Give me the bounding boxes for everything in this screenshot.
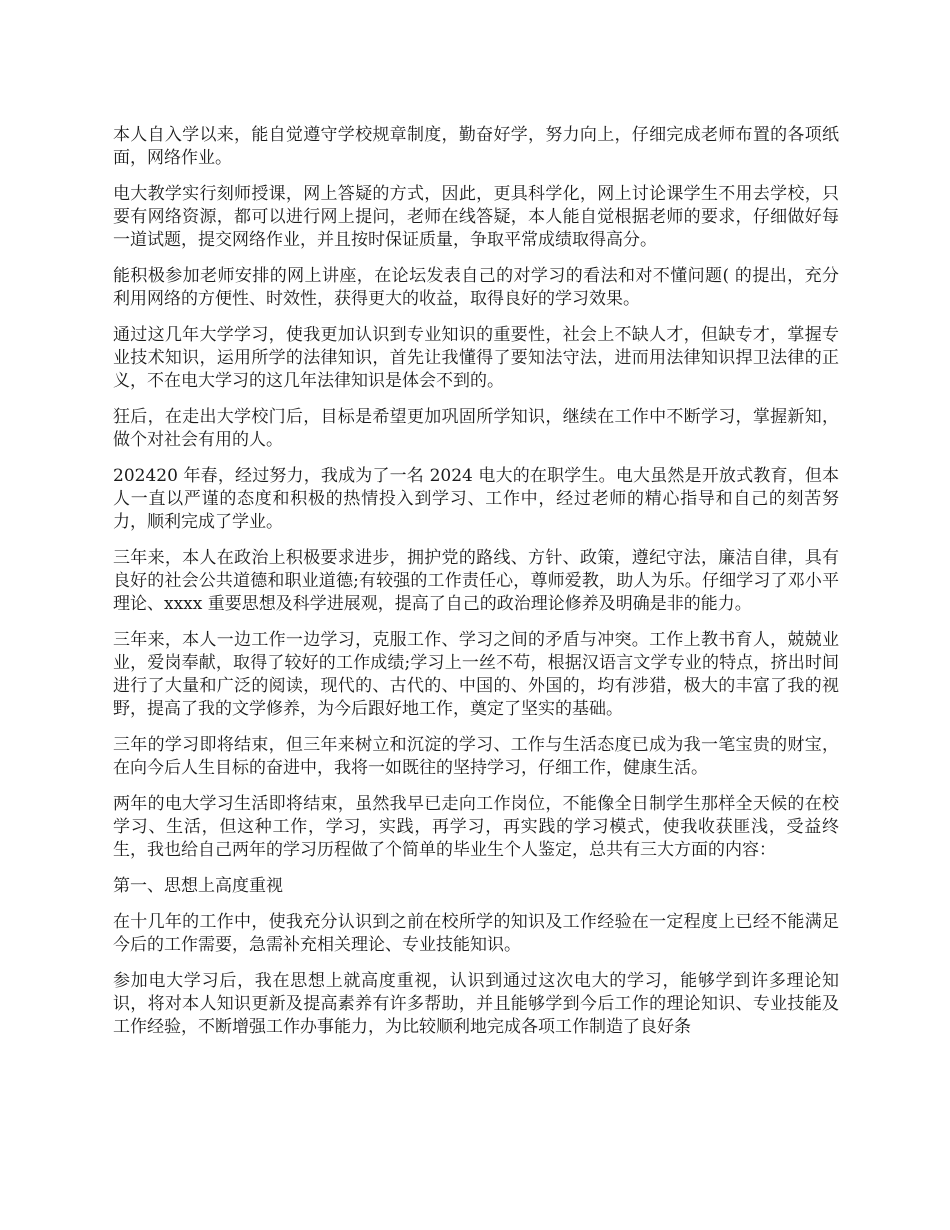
document-body xyxy=(113,124,839,1052)
paragraph-4: 通过这几年大学学习，使我更加认识到专业知识的重要性，社会上不缺人才，但缺专才，掌握专业技术知识，运用所学的法律知识，首先让我懂得了要知法守法，进而用法律知识捍卫法律的正义，不在电大学习的这几年法律知识是体会不到的。 xyxy=(113,325,839,391)
paragraph-10: 两年的电大学习生活即将结束，虽然我早已走向工作岗位，不能像全日制学生那样全天候的在校学习、生活，但这种工作，学习，实践，再学习，再实践的学习模式，使我收获匪浅，受益终生，我也给自己两年的学习历程做了个简单的毕业生个人鉴定，总共有三大方面的内容： xyxy=(113,794,839,860)
paragraph-1: 本人自入学以来，能自觉遵守学校规章制度，勤奋好学，努力向上，仔细完成老师布置的各项纸面，网络作业。 xyxy=(113,125,839,168)
paragraph-3: 能积极参加老师安排的网上讲座，在论坛发表自己的对学习的看法和对不懂问题( 的提出，充分利用网络的方便性、时效性，获得更大的收益，取得良好的学习效果。 xyxy=(113,266,839,309)
paragraph-6: 202420 年春，经过努力，我成为了一名 2024 电大的在职学生。电大虽然是开放式教育，但本人一直以严谨的态度和积极的热情投入到学习、工作中，经过老师的精心指导和自己的刻苦努力，顺利完成了学业。 xyxy=(113,466,839,532)
paragraph-9: 三年的学习即将结束，但三年来树立和沉淀的学习、工作与生活态度已成为我一笔宝贵的财宝，在向今后人生目标的奋进中，我将一如既往的坚持学习，仔细工作，健康生活。 xyxy=(113,735,839,778)
paragraph-8: 三年来，本人一边工作一边学习，克服工作、学习之间的矛盾与冲突。工作上教书育人，兢兢业业，爱岗奉献，取得了较好的工作成绩;学习上一丝不苟，根据汉语言文学专业的特点，挤出时间进行了大量和广泛的阅读，现代的、古代的、中国的、外国的，均有涉猎，极大的丰富了我的视野，提高了我的文学修养，为今后跟好地工作，奠定了坚实的基础。 xyxy=(113,630,839,719)
paragraph-5: 狂后，在走出大学校门后，目标是希望更加巩固所学知识，继续在工作中不断学习，掌握新知，做个对社会有用的人。 xyxy=(113,407,839,450)
paragraph-11: 在十几年的工作中，使我充分认识到之前在校所学的知识及工作经验在一定程度上已经不能满足今后的工作需要，急需补充相关理论、专业技能知识。 xyxy=(113,912,839,955)
paragraph-7: 三年来，本人在政治上积极要求进步，拥护党的路线、方针、政策，遵纪守法，廉洁自律，具有良好的社会公共道德和职业道德;有较强的工作责任心，尊师爱教，助人为乐。仔细学习了邓小平理论、xxxx 重要思想及科学进展观，提高了自己的政治理论修养及明确是非的能力。 xyxy=(113,548,839,614)
paragraph-12: 参加电大学习后，我在思想上就高度重视，认识到通过这次电大的学习，能够学到许多理论知识，将对本人知识更新及提高素养有许多帮助，并且能够学到今后工作的理论知识、专业技能及工作经验，不断增强工作办事能力，为比较顺利地完成各项工作制造了良好条 xyxy=(113,971,839,1037)
section-heading: 第一、思想上高度重视 xyxy=(113,876,283,896)
paragraph-2: 电大教学实行刻师授课，网上答疑的方式，因此，更具科学化，网上讨论课学生不用去学校，只要有网络资源，都可以进行网上提问，老师在线答疑，本人能自觉根据老师的要求，仔细做好每一道试题，提交网络作业，并且按时保证质量，争取平常成绩取得高分。 xyxy=(113,184,839,250)
